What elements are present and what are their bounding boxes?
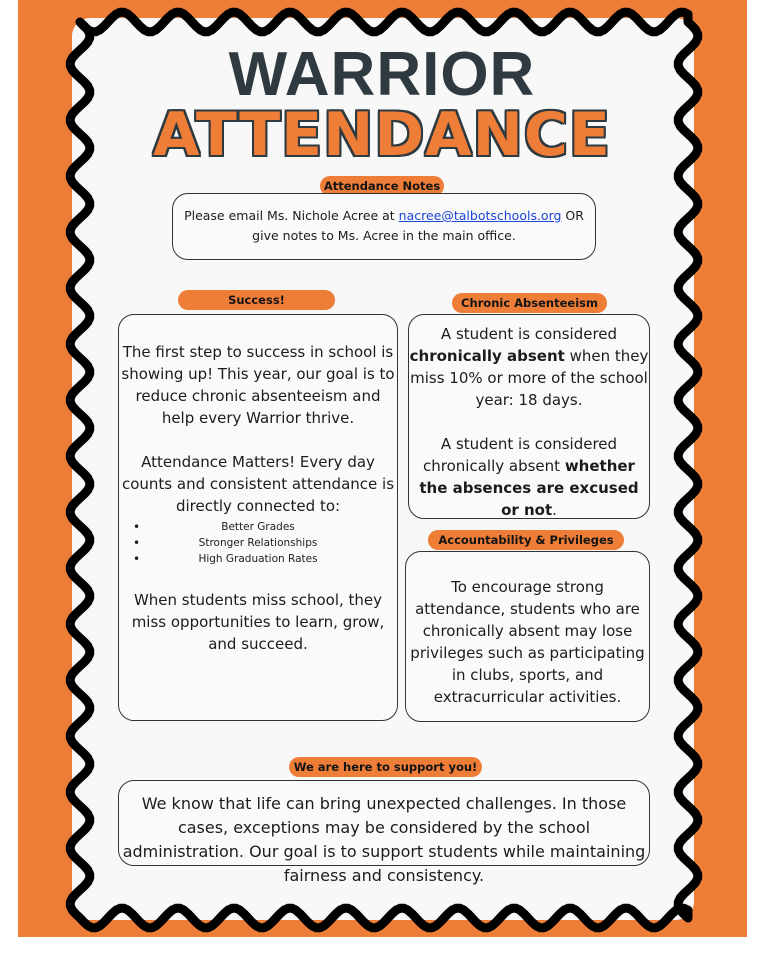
title-warrior: WARRIOR bbox=[228, 40, 536, 109]
benefit-item: • Better Grades bbox=[119, 519, 397, 535]
support-text: We know that life can bring unexpected challenges. In those cases, exceptions may be considered by the school administration. Our goal is to support students while maintaining fairness and consistency. bbox=[122, 794, 646, 885]
title-attendance: ATTENDANCE bbox=[153, 100, 611, 170]
attendance-notes-text: Please email Ms. Nichole Acree at nacree@talbotschools.org OR give notes to Ms. Acree in the main office. bbox=[184, 208, 584, 243]
accountability-label: Accountability & Privileges bbox=[428, 530, 624, 550]
success-box bbox=[118, 314, 398, 721]
benefits-list bbox=[119, 519, 397, 567]
chronic-absenteeism-box bbox=[408, 314, 650, 519]
attendance-notes-label: Attendance Notes bbox=[320, 176, 444, 196]
attendance-notes-box bbox=[172, 193, 596, 260]
success-closing: When students miss school, they miss opportunities to learn, grow, and succeed. bbox=[131, 591, 385, 653]
support-label: We are here to support you! bbox=[289, 757, 482, 777]
success-label: Success! bbox=[178, 290, 335, 310]
accountability-box bbox=[405, 551, 650, 722]
success-matters: Attendance Matters! Every day counts and consistent attendance is directly connected to: bbox=[121, 453, 395, 515]
email-link[interactable]: nacree@talbotschools.org bbox=[398, 208, 562, 223]
success-intro: The first step to success in school is showing up! This year, our goal is to reduce chronic absenteeism and help every Warrior thrive. bbox=[121, 343, 395, 427]
accountability-text: To encourage strong attendance, students who are chronically absent may lose privileges such as participating in clubs, sports, and extracurricular activities. bbox=[410, 578, 645, 706]
benefit-item: • High Graduation Rates bbox=[119, 551, 397, 567]
chronic-absenteeism-label: Chronic Absenteeism bbox=[452, 293, 607, 313]
benefit-item: • Stronger Relationships bbox=[119, 535, 397, 551]
chronic-definition: A student is considered chronically absent when they miss 10% or more of the school year: 18 days. bbox=[409, 325, 649, 409]
support-box bbox=[118, 780, 650, 885]
chronic-excused-note: A student is considered chronically absent whether the absences are excused or not. bbox=[419, 435, 639, 519]
